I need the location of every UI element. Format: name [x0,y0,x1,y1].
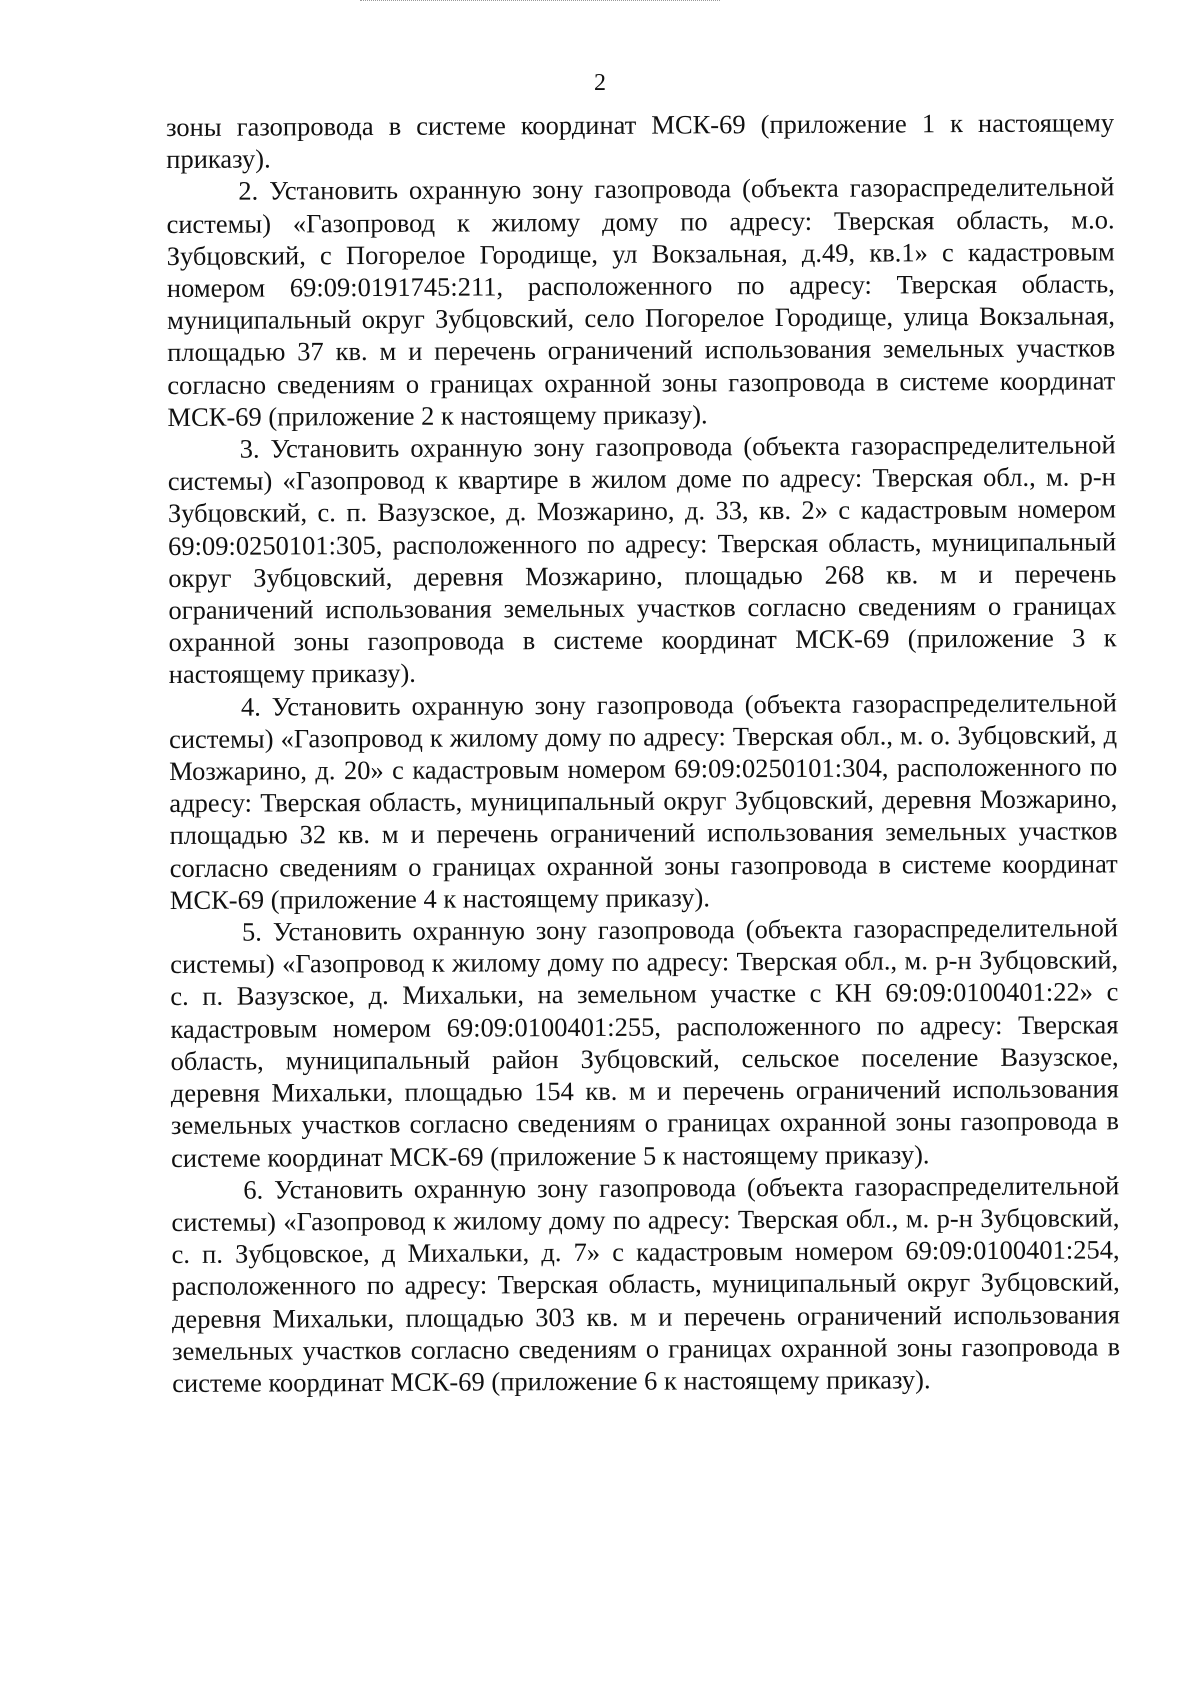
paragraph-item-2: 2. Установить охранную зону газопровода (объекта газораспределительной системы) «Газопровод к жилому дому по адресу: Тверская область, м.о. Зубцовский, с Погорелое Городище, ул Вокзальная, д.49, кв.1» с кадастровым номером 69:09:0191745:211, расположенного по адресу: Тверская область, муниципальный округ Зубцовский, село Погорелое Городище, улица Вокзальная, площадью 37 кв. м и перечень ограничений использования земельных участков согласно сведениям о границах охранной зоны газопровода в системе координат МСК-69 (приложение 2 к настоящему приказу). [166,171,1116,432]
paragraph-item-6: 6. Установить охранную зону газопровода (объекта газораспределительной системы) «Газопровод к жилому дому по адресу: Тверская обл., м. р-н Зубцовский, с. п. Зубцовское, д Михальки, д. 7» с кадастровым номером 69:09:0100401:254, расположенного по адресу: Тверская область, муниципальный округ Зубцовский, деревня Михальки, площадью 303 кв. м и перечень ограничений использования земельных участков согласно сведениям о границах охранной зоны газопровода в системе координат МСК-69 (приложение 6 к настоящему приказу). [171,1170,1121,1398]
paragraph-item-5: 5. Установить охранную зону газопровода (объекта газораспределительной системы) «Газопровод к жилому дому по адресу: Тверская обл., м. р-н Зубцовский, с. п. Вазузское, д. Михальки, на земельном участке с КН 69:09:0100401:22» с кадастровым номером 69:09:0100401:255, расположенного по адресу: Тверская область, муниципальный район Зубцовский, сельское поселение Вазузское, деревня Михальки, площадью 154 кв. м и перечень ограничений использования земельных участков согласно сведениям о границах охранной зоны газопровода в системе координат МСК-69 (приложение 5 к настоящему приказу). [170,912,1120,1173]
document-body [166,106,1120,1399]
paragraph-continuation: зоны газопровода в системе координат МСК-69 (приложение 1 к настоящему приказу). [166,107,1115,175]
scan-edge-mark [360,0,720,4]
paragraph-item-3: 3. Установить охранную зону газопровода (объекта газораспределительной системы) «Газопровод к квартире в жилом доме по адресу: Тверская обл., м. р-н Зубцовский, с. п. Вазузское, д. Мозжарино, д. 33, кв. 2» с кадастровым номером 69:09:0250101:305, расположенного по адресу: Тверская область, муниципальный округ Зубцовский, деревня Мозжарино, площадью 268 кв. м и перечень ограничений использования земельных участков согласно сведениям о границах охранной зоны газопровода в системе координат МСК-69 (приложение 3 к настоящему приказу). [167,429,1117,690]
paragraph-item-4: 4. Установить охранную зону газопровода (объекта газораспределительной системы) «Газопровод к жилому дому по адресу: Тверская обл., м. о. Зубцовский, д Мозжарино, д. 20» с кадастровым номером 69:09:0250101:304, расположенного по адресу: Тверская область, муниципальный округ Зубцовский, деревня Мозжарино, площадью 32 кв. м и перечень ограничений использования земельных участков согласно сведениям о границах охранной зоны газопровода в системе координат МСК-69 (приложение 4 к настоящему приказу). [168,687,1118,915]
page-number: 2 [594,70,606,96]
